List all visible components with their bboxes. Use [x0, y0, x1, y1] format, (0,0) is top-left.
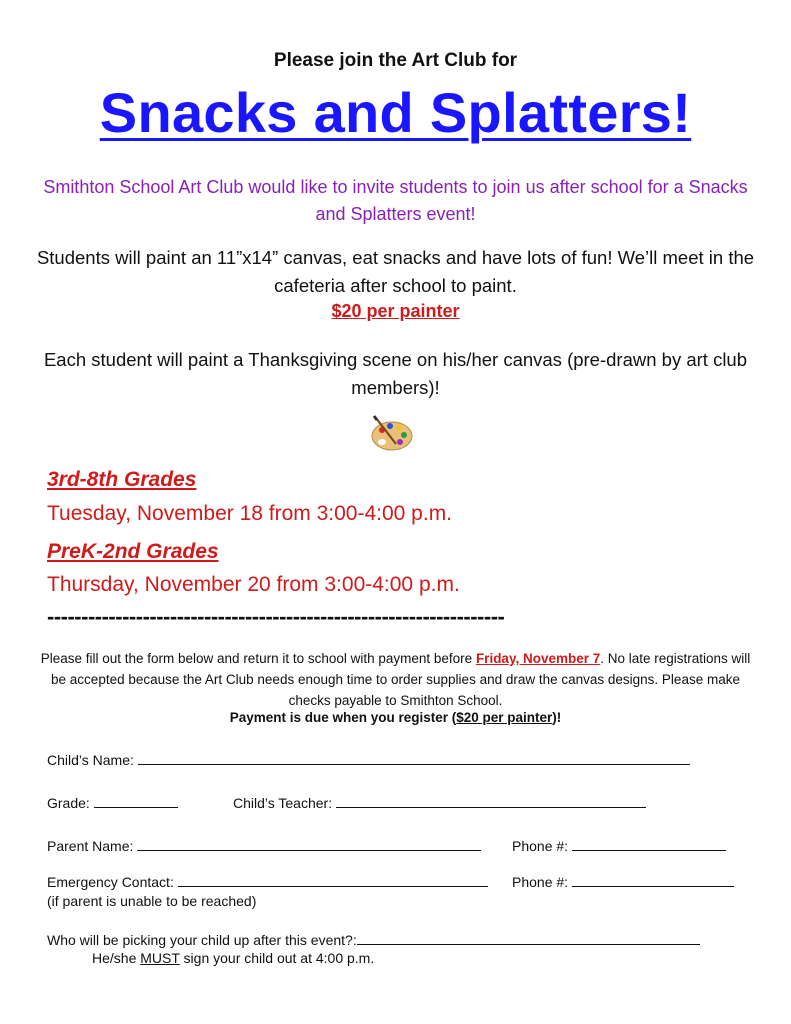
emergency-field[interactable]	[178, 872, 488, 887]
signout-must: MUST	[140, 950, 180, 966]
session-time-1: Tuesday, November 18 from 3:00-4:00 p.m.	[47, 502, 453, 525]
child-name-field[interactable]	[138, 750, 690, 765]
emergency-row	[47, 872, 488, 890]
paint-palette-icon	[368, 414, 416, 454]
registration-notice	[40, 648, 751, 711]
grade-row	[47, 793, 178, 811]
payment-pre: Payment is due when you register (	[229, 710, 457, 725]
phone-row-1	[512, 836, 726, 854]
phone-label-1: Phone #:	[512, 838, 569, 854]
notice-part2: . No late registrations will be accepted because the Art Club needs enough time to order supplies and draw the canvas designs. Please make checks payable to Smithton School.	[51, 651, 751, 708]
pickup-field[interactable]	[357, 930, 700, 945]
emergency-note: (if parent is unable to be reached)	[47, 893, 257, 909]
due-date: Friday, November 7	[475, 651, 601, 666]
session-time-2: Thursday, November 20 from 3:00-4:00 p.m.	[47, 573, 460, 596]
payment-amount: $20 per painter	[456, 710, 553, 725]
payment-line	[0, 710, 791, 725]
payment-post: )!	[552, 710, 562, 725]
session-grades-2: PreK-2nd Grades	[47, 540, 219, 563]
scene-text: Each student will paint a Thanksgiving scene on his/her canvas (pre-drawn by art club members)!	[43, 349, 748, 398]
details-text: Students will paint an 11”x14” canvas, eat snacks and have lots of fun! We’ll meet in the cafeteria after school to paint.	[36, 247, 755, 296]
price-text: $20 per painter	[331, 301, 460, 321]
emergency-label: Emergency Contact:	[47, 874, 174, 890]
teacher-row	[233, 793, 646, 811]
phone-field-2[interactable]	[572, 872, 734, 887]
section-divider: -------------------------------------------------------------------	[47, 604, 505, 629]
phone-label-2: Phone #:	[512, 874, 569, 890]
invite-text: Smithton School Art Club would like to invite students to join us after school for a Snacks and Splatters event!	[43, 177, 748, 224]
signout-pre: He/she	[92, 950, 141, 966]
parent-name-field[interactable]	[137, 836, 481, 851]
child-name-row	[47, 750, 690, 768]
notice-part1: Please fill out the form below and return it to school with payment before	[40, 651, 476, 666]
teacher-label: Child’s Teacher:	[233, 795, 333, 811]
pre-title: Please join the Art Club for	[273, 50, 518, 71]
signout-note	[92, 950, 374, 966]
parent-name-row	[47, 836, 481, 854]
phone-row-2	[512, 872, 734, 890]
session-grades-1: 3rd-8th Grades	[47, 468, 197, 491]
grade-label: Grade:	[47, 795, 90, 811]
parent-name-label: Parent Name:	[47, 838, 134, 854]
phone-field-1[interactable]	[572, 836, 726, 851]
grade-field[interactable]	[94, 793, 178, 808]
pickup-row	[47, 930, 700, 948]
child-name-label: Child’s Name:	[47, 752, 134, 768]
pickup-label: Who will be picking your child up after this event?:	[47, 932, 357, 948]
teacher-field[interactable]	[336, 793, 646, 808]
signout-post: sign your child out at 4:00 p.m.	[179, 950, 375, 966]
page-title: Snacks and Splatters!	[99, 81, 692, 144]
